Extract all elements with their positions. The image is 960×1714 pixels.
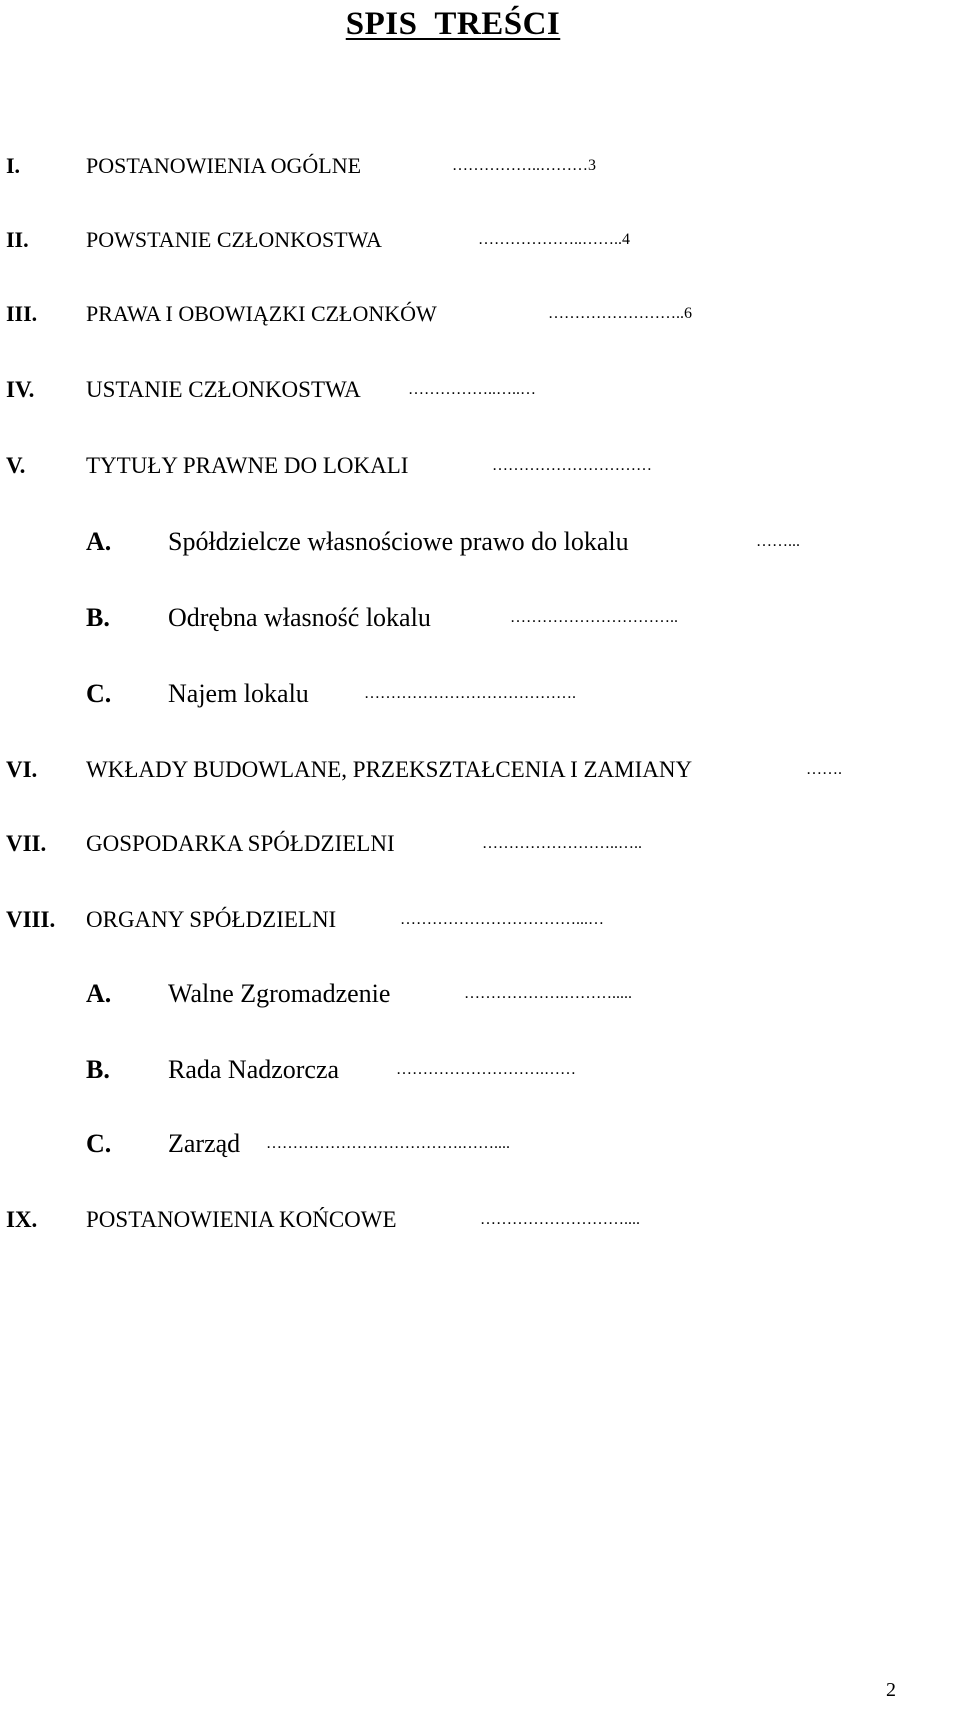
toc-entry-title: Walne Zgromadzenie	[168, 979, 391, 1008]
toc-entry-title: POSTANOWIENIA OGÓLNE	[86, 153, 362, 178]
toc-entry-letter: A.	[86, 979, 112, 1008]
toc-leader-dots: …………………………	[492, 457, 652, 474]
toc-entry-title: POSTANOWIENIA KOŃCOWE	[86, 1207, 397, 1232]
toc-leader-dots: ……………..………3	[452, 157, 596, 174]
toc-entry-number: IV.	[6, 377, 35, 402]
toc-entry-title: Najem lokalu	[168, 679, 309, 708]
toc-entry-number: V.	[6, 453, 26, 478]
toc-entry-number: VIII.	[6, 907, 56, 932]
toc-entry-title: Zarząd	[168, 1129, 241, 1158]
toc-entry-title: GOSPODARKA SPÓŁDZIELNI	[86, 831, 395, 856]
toc-leader-dots: ……………………………….……....	[266, 1135, 510, 1152]
toc-entry-letter: B.	[86, 1055, 110, 1084]
toc-entry-number: VI.	[6, 757, 38, 782]
toc-entry-letter: A.	[86, 527, 112, 556]
toc-leader-dots: ……...	[756, 533, 800, 550]
toc-entry-title: PRAWA I OBOWIĄZKI CZŁONKÓW	[86, 301, 437, 326]
toc-leader-dots: ………………..……..4	[478, 231, 630, 248]
toc-leader-dots: ……………..…..…	[408, 381, 536, 398]
toc-leader-dots: ……………………..6	[548, 305, 692, 322]
toc-entry-title: TYTUŁY PRAWNE DO LOKALI	[86, 453, 409, 478]
toc-entry-number: II.	[6, 227, 29, 252]
toc-entry-letter: C.	[86, 1129, 112, 1158]
toc-leader-dots: ……………………………...…	[400, 911, 604, 928]
toc-entry-title: WKŁADY BUDOWLANE, PRZEKSZTAŁCENIA I ZAMIANY	[86, 757, 693, 782]
toc-entry-number: III.	[6, 301, 38, 326]
toc-entry-title: Rada Nadzorcza	[168, 1055, 340, 1084]
toc-entry-title: ORGANY SPÓŁDZIELNI	[86, 907, 337, 932]
toc-entry-letter: C.	[86, 679, 112, 708]
toc-entry-number: VII.	[6, 831, 47, 856]
toc-entry-number: I.	[6, 153, 21, 178]
document-title: SPIS TREŚCI	[345, 6, 561, 42]
toc-leader-dots: …………………………..	[510, 609, 678, 626]
toc-entry-title: Spółdzielcze własnościowe prawo do lokalu	[168, 527, 629, 556]
toc-leader-dots: ………………………………….	[364, 685, 576, 702]
toc-leader-dots: ……………….……….....	[464, 985, 632, 1002]
toc-entry-title: POWSTANIE CZŁONKOSTWA	[86, 227, 382, 252]
toc-leader-dots: ………………………....	[480, 1211, 640, 1228]
toc-leader-dots: …….	[806, 761, 842, 778]
toc-entry-letter: B.	[86, 603, 110, 632]
toc-entry-number: IX.	[6, 1207, 38, 1232]
toc-leader-dots: ……………………..…..	[482, 835, 642, 852]
toc-entry-title: USTANIE CZŁONKOSTWA	[86, 377, 361, 402]
toc-leader-dots: ……………………….……	[396, 1061, 576, 1078]
page-number: 2	[886, 1679, 896, 1701]
toc-entry-title: Odrębna własność lokalu	[168, 603, 431, 632]
